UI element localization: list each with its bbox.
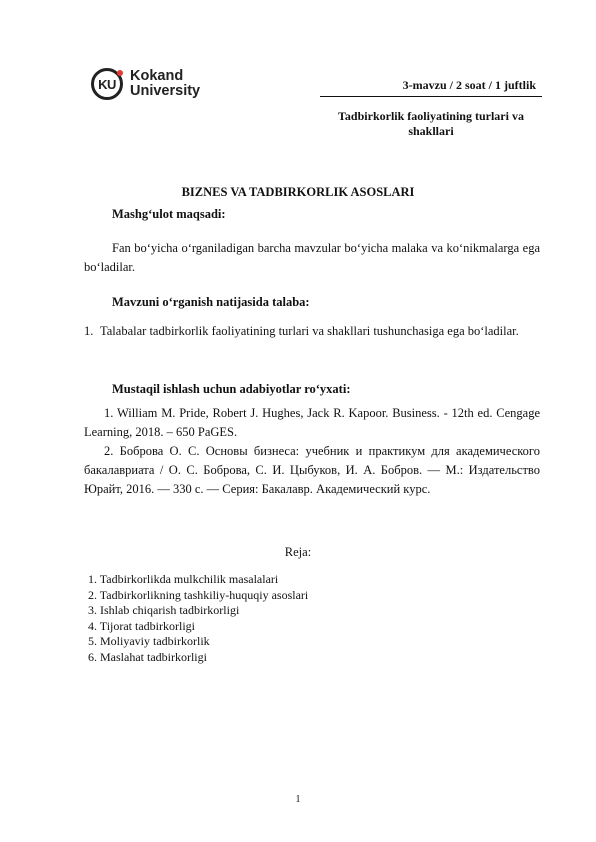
outcome-item-text: Talabalar tadbirkorlik faoliyatining turlari va shakllari tushunchasiga ega bo‘ladilar. <box>100 324 519 338</box>
plan-item: 4. Tijorat tadbirkorligi <box>88 618 196 633</box>
university-logo <box>91 68 231 108</box>
plan-item: 1. Tadbirkorlikda mulkchilik masalalari <box>88 572 279 586</box>
page-number: 1 <box>295 794 301 805</box>
plan-item: 3. Ishlab chiqarish tadbirkorligi <box>88 603 240 617</box>
plan-item: 5. Moliyaviy tadbirkorlik <box>88 634 210 648</box>
outcome-item <box>84 322 540 341</box>
topic-label-line <box>320 78 542 97</box>
plan-heading: Reja: <box>284 545 312 559</box>
logo-red-dot <box>117 70 123 76</box>
document-title: BIZNES VA TADBIRKORLIK ASOSLARI <box>181 185 415 199</box>
logo-mark-text: KU <box>98 76 116 92</box>
logo-line-1: Kokand <box>130 68 184 84</box>
logo-wordmark <box>130 69 200 99</box>
literature-heading: Mustaqil ishlash uchun adabiyotlar ro‘yxati: <box>112 382 351 396</box>
outcome-item-number: 1. <box>84 324 94 338</box>
literature-item: 2. Боброва О. С. Основы бизнеса: учебник и практикум для академического бакалавриата / О. С. Боброва, С. И. Цыбуков, И. А. Бобров. — М.: Издательство Юрайт, 2016. — 330 с. — Серия: Бакалавр. Академический курс. <box>84 444 540 496</box>
topic-title: Tadbirkorlik faoliyatining turlari va shakllari <box>338 109 524 138</box>
plan-item: 2. Tadbirkorlikning tashkiliy-huquqiy asoslari <box>88 587 309 602</box>
plan-list <box>88 572 308 665</box>
literature-list <box>84 404 540 499</box>
outcome-heading: Mavzuni o‘rganish natijasida talaba: <box>112 295 310 309</box>
plan-item: 6. Maslahat tadbirkorligi <box>88 649 207 664</box>
topic-label: 3-mavzu / 2 soat / 1 juftlik <box>402 78 536 92</box>
goal-text: Fan bo‘yicha o‘rganiladigan barcha mavzular bo‘yicha malaka va ko‘nikmalarga ega bo‘ladilar. <box>84 241 540 274</box>
logo-line-2: University <box>130 83 201 99</box>
literature-item: 1. William M. Pride, Robert J. Hughes, Jack R. Kapoor. Business. - 12th ed. Cengage Learning, 2018. – 650 PaGES. <box>84 406 540 439</box>
goal-heading: Mashg‘ulot maqsadi: <box>112 207 226 221</box>
outcome-list <box>84 322 540 341</box>
